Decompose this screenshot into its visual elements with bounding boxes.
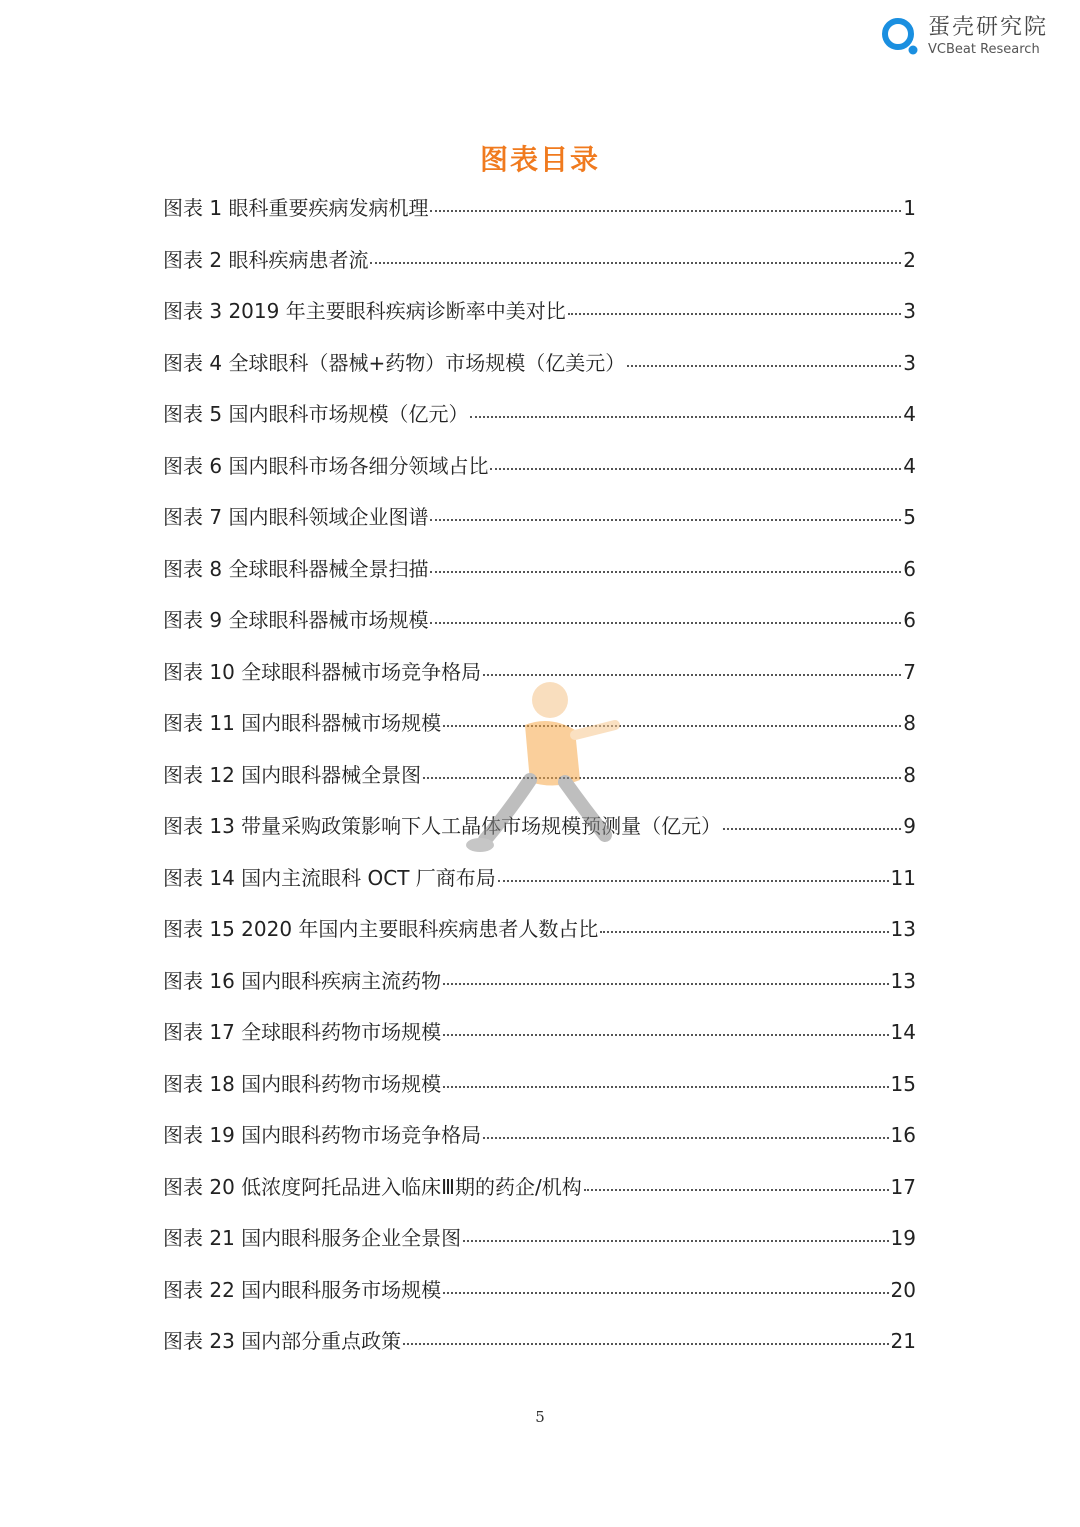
toc-entry[interactable]	[163, 862, 916, 914]
toc-entry-label: 图表 5 国内眼科市场规模（亿元）	[163, 402, 469, 426]
toc-entry[interactable]	[163, 553, 916, 605]
toc-entry-page: 4	[903, 402, 916, 426]
toc-dot-leader	[443, 1033, 888, 1036]
toc-dot-leader	[443, 982, 888, 985]
logo-chinese-name: 蛋壳研究院	[927, 14, 1048, 40]
toc-entry-label: 图表 14 国内主流眼科 OCT 厂商布局	[163, 865, 496, 890]
toc-entry-page: 21	[890, 1329, 916, 1353]
toc-entry[interactable]	[163, 1325, 916, 1377]
toc-entry[interactable]	[163, 244, 916, 296]
toc-entry[interactable]	[163, 965, 916, 1017]
toc-entry-label: 图表 9 全球眼科器械市场规模	[163, 608, 429, 632]
toc-dot-leader	[430, 621, 901, 624]
toc-entry[interactable]	[163, 1016, 916, 1068]
toc-dot-leader	[470, 415, 901, 418]
watermark-figure	[455, 670, 625, 860]
toc-entry-page: 19	[890, 1226, 916, 1250]
toc-entry-label: 图表 4 全球眼科（器械+药物）市场规模（亿美元）	[163, 350, 626, 375]
toc-entry-label: 图表 16 国内眼科疾病主流药物	[163, 968, 442, 993]
page-number: 5	[535, 1408, 545, 1426]
toc-dot-leader	[430, 209, 901, 212]
logo-english-name: VCBeat Research	[927, 41, 1040, 57]
toc-entry-label: 图表 6 国内眼科市场各细分领域占比	[163, 453, 489, 478]
toc-dot-leader	[627, 364, 901, 367]
toc-entry[interactable]	[163, 1068, 916, 1120]
toc-entry-page: 6	[903, 556, 916, 581]
toc-entry-page: 2	[903, 247, 916, 272]
toc-entry-page: 8	[903, 762, 916, 787]
toc-entry[interactable]	[163, 192, 916, 244]
toc-entry-label: 图表 8 全球眼科器械全景扫描	[163, 556, 429, 581]
toc-entry-page: 9	[903, 814, 916, 838]
toc-entry-page: 4	[903, 453, 916, 478]
toc-entry[interactable]	[163, 347, 916, 399]
toc-entry-label: 图表 19 国内眼科药物市场竞争格局	[163, 1123, 482, 1147]
toc-dot-leader	[463, 1239, 888, 1242]
toc-entry-page: 13	[890, 968, 916, 993]
toc-entry-page: 14	[890, 1020, 916, 1044]
toc-entry-page: 1	[903, 196, 916, 220]
toc-entry[interactable]	[163, 1222, 916, 1274]
toc-entry-page: 3	[903, 350, 916, 375]
toc-entry-page: 3	[903, 299, 916, 323]
toc-entry-label: 图表 1 眼科重要疾病发病机理	[163, 196, 429, 220]
toc-dot-leader	[483, 1136, 888, 1139]
toc-entry-page: 17	[890, 1174, 916, 1199]
toc-entry-label: 图表 7 国内眼科领域企业图谱	[163, 505, 429, 529]
toc-entry-label: 图表 17 全球眼科药物市场规模	[163, 1020, 442, 1044]
toc-entry-page: 7	[903, 659, 916, 684]
toc-dot-leader	[584, 1188, 889, 1191]
toc-entry[interactable]	[163, 450, 916, 502]
toc-entry-page: 8	[903, 711, 916, 735]
page-title: 图表目录	[479, 143, 600, 176]
toc-entry-label: 图表 18 国内眼科药物市场规模	[163, 1071, 442, 1096]
toc-entry-label: 图表 22 国内眼科服务市场规模	[163, 1277, 442, 1302]
toc-dot-leader	[600, 930, 888, 933]
toc-entry-label: 图表 11 国内眼科器械市场规模	[163, 711, 442, 735]
toc-entry-label: 图表 20 低浓度阿托品进入临床Ⅲ期的药企/机构	[163, 1174, 582, 1199]
toc-entry[interactable]	[163, 913, 916, 965]
toc-entry[interactable]	[163, 1119, 916, 1171]
toc-entry[interactable]	[163, 501, 916, 553]
toc-dot-leader	[723, 827, 901, 830]
toc-entry-page: 15	[890, 1071, 916, 1096]
toc-entry-label: 图表 13 带量采购政策影响下人工晶体市场规模预测量（亿元）	[163, 814, 722, 838]
toc-entry-label: 图表 12 国内眼科器械全景图	[163, 762, 422, 787]
toc-entry-label: 图表 3 2019 年主要眼科疾病诊断率中美对比	[163, 299, 566, 323]
toc-entry[interactable]	[163, 604, 916, 656]
toc-entry-label: 图表 2 眼科疾病患者流	[163, 247, 369, 272]
toc-entry-label: 图表 23 国内部分重点政策	[163, 1329, 402, 1353]
toc-dot-leader	[430, 570, 901, 573]
toc-dot-leader	[370, 261, 901, 264]
toc-entry[interactable]	[163, 1274, 916, 1326]
toc-entry-page: 11	[890, 865, 916, 890]
toc-entry-page: 6	[903, 608, 916, 632]
logo-circle-icon	[880, 16, 920, 56]
toc-entry-page: 16	[890, 1123, 916, 1147]
toc-entry[interactable]	[163, 398, 916, 450]
toc-dot-leader	[443, 1291, 888, 1294]
toc-dot-leader	[403, 1342, 888, 1345]
toc-entry-label: 图表 10 全球眼科器械市场竞争格局	[163, 659, 482, 684]
brand-logo	[880, 16, 1048, 56]
toc-dot-leader	[490, 467, 901, 470]
toc-entry-page: 20	[890, 1277, 916, 1302]
toc-dot-leader	[430, 518, 901, 521]
toc-entry-label: 图表 21 国内眼科服务企业全景图	[163, 1226, 462, 1250]
toc-entry[interactable]	[163, 1171, 916, 1223]
toc-dot-leader	[498, 879, 889, 882]
toc-dot-leader	[443, 1085, 888, 1088]
toc-entry-label: 图表 15 2020 年国内主要眼科疾病患者人数占比	[163, 917, 599, 941]
toc-entry-page: 13	[890, 917, 916, 941]
toc-dot-leader	[568, 312, 902, 315]
toc-entry[interactable]	[163, 295, 916, 347]
toc-entry-page: 5	[903, 505, 916, 529]
